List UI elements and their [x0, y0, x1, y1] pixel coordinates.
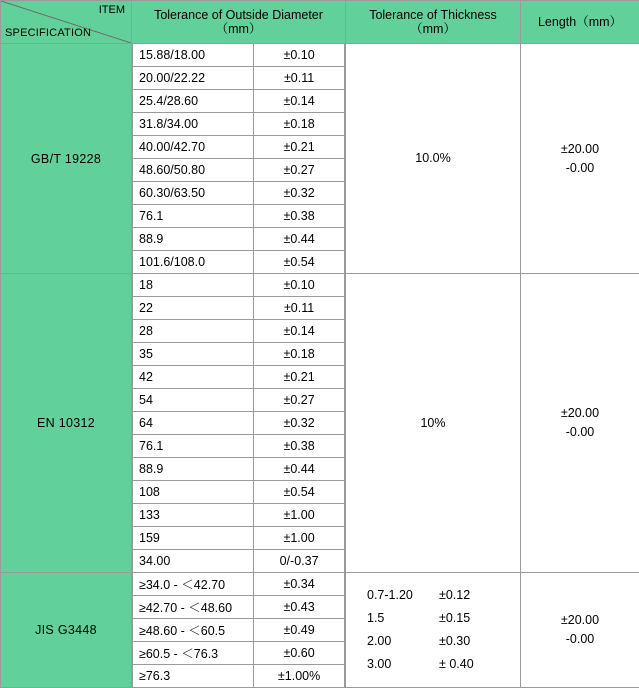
thickness-tolerance: ± 0.40: [439, 653, 499, 676]
od-tolerance: ±0.14: [254, 90, 345, 113]
od-tolerance: ±1.00: [254, 527, 345, 550]
thickness-en: 10%: [346, 274, 521, 573]
list-item: [133, 389, 345, 412]
table-row: [1, 573, 639, 688]
od-tolerance: ±0.10: [254, 274, 345, 297]
od-cell-gbt: [132, 44, 346, 274]
od-tolerance: ±0.11: [254, 67, 345, 90]
od-tolerance: ±0.38: [254, 205, 345, 228]
length-lower: -0.00: [521, 630, 639, 649]
list-item: [133, 481, 345, 504]
list-item: [133, 205, 345, 228]
od-subtable: [132, 44, 345, 273]
od-tolerance: ±0.21: [254, 136, 345, 159]
header-od-line2: （mm）: [132, 22, 345, 36]
thickness-range: 1.5: [367, 607, 439, 630]
length-en: [521, 274, 639, 573]
table-row: [1, 274, 639, 573]
header-corner-cell: [1, 1, 132, 44]
list-item: [133, 113, 345, 136]
od-tolerance: ±0.43: [254, 596, 345, 619]
list-item: [133, 297, 345, 320]
list-item: [133, 412, 345, 435]
length-lower: -0.00: [521, 159, 639, 178]
thickness-range: 2.00: [367, 630, 439, 653]
od-tolerance: ±0.32: [254, 182, 345, 205]
list-item: [133, 504, 345, 527]
od-tolerance: ±0.34: [254, 573, 345, 596]
od-size: 88.9: [133, 228, 254, 251]
header-length: [521, 1, 639, 44]
od-tolerance: ±0.11: [254, 297, 345, 320]
header-thickness: [346, 1, 521, 44]
list-item: [133, 67, 345, 90]
header-outside-diameter: [132, 1, 346, 44]
table-header-row: [1, 1, 639, 44]
header-thickness-line2: （mm）: [346, 22, 520, 36]
od-size: 40.00/42.70: [133, 136, 254, 159]
od-size: 48.60/50.80: [133, 159, 254, 182]
list-item: [133, 573, 345, 596]
thickness-gbt: 10.0%: [346, 44, 521, 274]
table-row: [1, 44, 639, 274]
list-item: [367, 653, 499, 676]
od-size: ≥42.70 - ＜48.60: [133, 596, 254, 619]
list-item: [133, 665, 345, 688]
od-tolerance: ±0.54: [254, 481, 345, 504]
od-size: 133: [133, 504, 254, 527]
od-size: 22: [133, 297, 254, 320]
od-tolerance: ±0.49: [254, 619, 345, 642]
od-size: 159: [133, 527, 254, 550]
od-cell-jis: [132, 573, 346, 688]
list-item: [133, 550, 345, 573]
od-tolerance: ±0.32: [254, 412, 345, 435]
od-subtable: [132, 573, 345, 687]
list-item: [133, 90, 345, 113]
od-size: 108: [133, 481, 254, 504]
od-size: 15.88/18.00: [133, 44, 254, 67]
od-size: 60.30/63.50: [133, 182, 254, 205]
od-size: 64: [133, 412, 254, 435]
od-size: 25.4/28.60: [133, 90, 254, 113]
spec-gbt-19228: GB/T 19228: [1, 44, 132, 274]
od-size: 20.00/22.22: [133, 67, 254, 90]
thickness-tolerance: ±0.15: [439, 607, 499, 630]
od-tolerance: ±0.18: [254, 343, 345, 366]
length-lower: -0.00: [521, 423, 639, 442]
list-item: [367, 584, 499, 607]
od-tolerance: ±0.21: [254, 366, 345, 389]
length-upper: ±20.00: [521, 611, 639, 630]
list-item: [133, 596, 345, 619]
length-gbt: [521, 44, 639, 274]
list-item: [133, 251, 345, 274]
header-od-line1: Tolerance of Outside Diameter: [132, 8, 345, 22]
list-item: [133, 527, 345, 550]
header-thickness-line1: Tolerance of Thickness: [346, 8, 520, 22]
list-item: [133, 228, 345, 251]
od-size: 88.9: [133, 458, 254, 481]
od-size: ≥60.5 - ＜76.3: [133, 642, 254, 665]
thickness-tolerance: ±0.12: [439, 584, 499, 607]
list-item: [133, 182, 345, 205]
spec-jis-g3448: JIS G3448: [1, 573, 132, 688]
od-size: 35: [133, 343, 254, 366]
thickness-list: [367, 584, 499, 677]
list-item: [133, 366, 345, 389]
od-size: 28: [133, 320, 254, 343]
od-size: 101.6/108.0: [133, 251, 254, 274]
list-item: [367, 630, 499, 653]
list-item: [133, 274, 345, 297]
list-item: [133, 642, 345, 665]
thickness-tolerance: ±0.30: [439, 630, 499, 653]
od-tolerance: ±0.44: [254, 458, 345, 481]
list-item: [133, 136, 345, 159]
length-upper: ±20.00: [521, 140, 639, 159]
thickness-range: 0.7-1.20: [367, 584, 439, 607]
list-item: [133, 44, 345, 67]
od-subtable: [132, 274, 345, 572]
od-cell-en: [132, 274, 346, 573]
od-size: ≥76.3: [133, 665, 254, 688]
length-jis: [521, 573, 639, 688]
thickness-jis: [346, 573, 521, 688]
od-tolerance: ±0.38: [254, 435, 345, 458]
od-size: ≥34.0 - ＜42.70: [133, 573, 254, 596]
header-specification-label: SPECIFICATION: [5, 27, 91, 39]
od-tolerance: ±0.54: [254, 251, 345, 274]
od-size: 42: [133, 366, 254, 389]
od-tolerance: ±0.60: [254, 642, 345, 665]
list-item: [133, 343, 345, 366]
od-tolerance: ±0.27: [254, 159, 345, 182]
od-tolerance: ±0.10: [254, 44, 345, 67]
od-size: 76.1: [133, 435, 254, 458]
od-tolerance: ±0.27: [254, 389, 345, 412]
od-size: 34.00: [133, 550, 254, 573]
spec-en-10312: EN 10312: [1, 274, 132, 573]
list-item: [133, 159, 345, 182]
header-length-label: Length（mm）: [521, 15, 639, 29]
od-tolerance: 0/-0.37: [254, 550, 345, 573]
od-size: 31.8/34.00: [133, 113, 254, 136]
od-size: ≥48.60 - ＜60.5: [133, 619, 254, 642]
list-item: [367, 607, 499, 630]
od-tolerance: ±0.18: [254, 113, 345, 136]
list-item: [133, 320, 345, 343]
od-size: 76.1: [133, 205, 254, 228]
list-item: [133, 435, 345, 458]
header-item-label: ITEM: [99, 4, 125, 16]
list-item: [133, 458, 345, 481]
thickness-range: 3.00: [367, 653, 439, 676]
list-item: [133, 619, 345, 642]
length-upper: ±20.00: [521, 404, 639, 423]
od-tolerance: ±1.00: [254, 504, 345, 527]
od-size: 54: [133, 389, 254, 412]
od-tolerance: ±0.14: [254, 320, 345, 343]
od-size: 18: [133, 274, 254, 297]
od-tolerance: ±1.00%: [254, 665, 345, 688]
od-tolerance: ±0.44: [254, 228, 345, 251]
